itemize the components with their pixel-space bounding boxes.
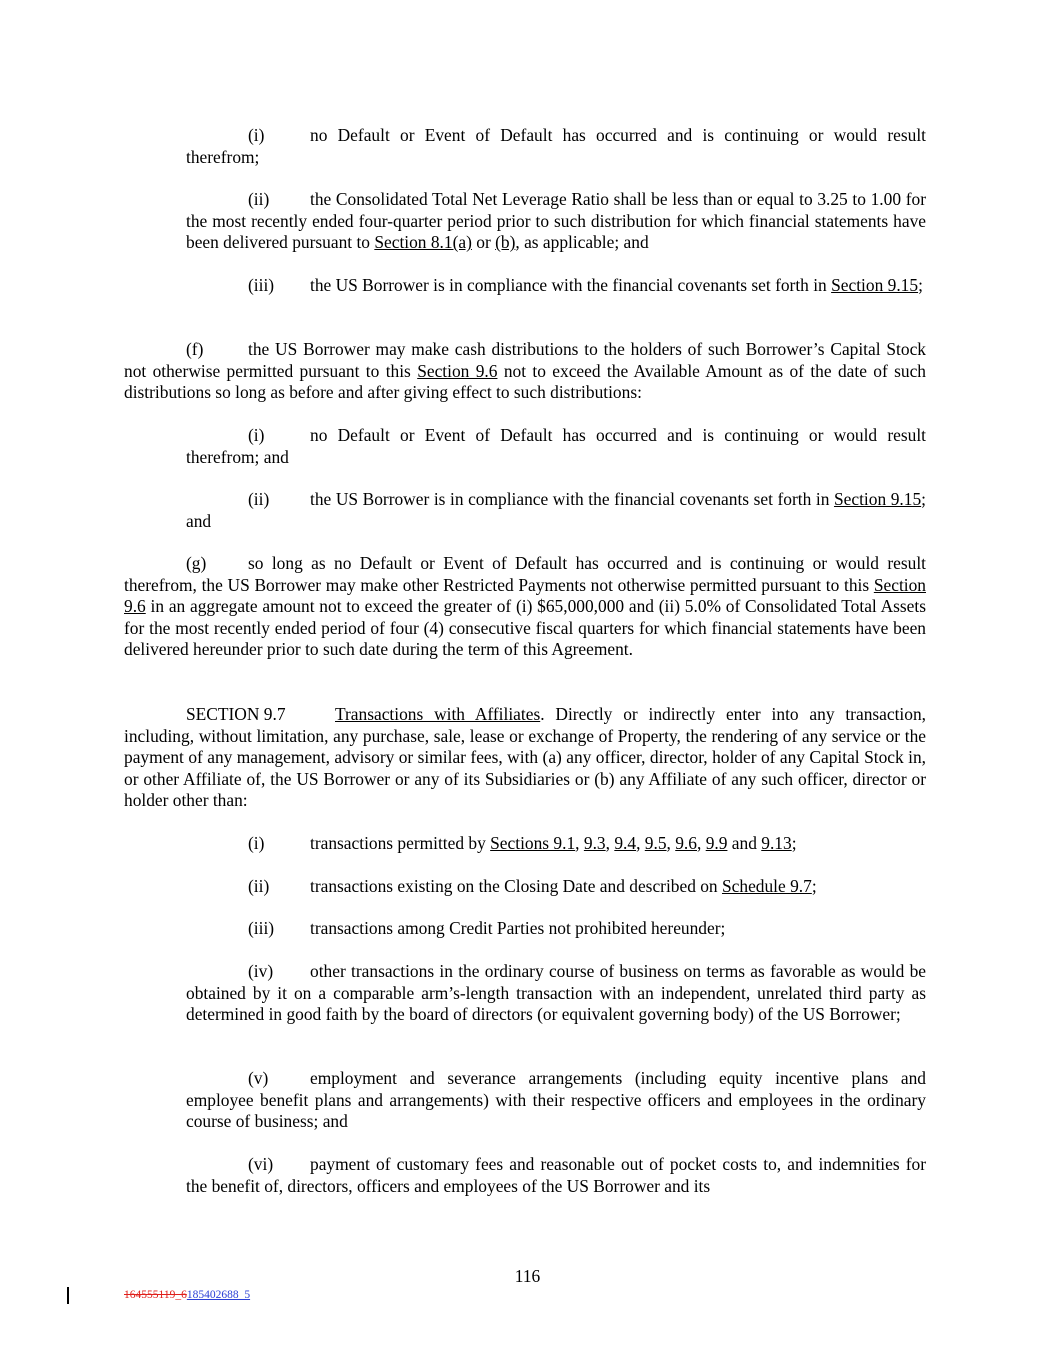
clause-text: the US Borrower may make cash distributions to the holders of such Borrower’s Capital Stock not otherwise permitted pursuant to this <box>124 339 926 381</box>
section-reference: 9.5 <box>644 833 667 853</box>
clause-label: (i) <box>248 125 265 145</box>
clause-e-iii <box>186 275 926 297</box>
clause-9-7-v <box>186 1068 926 1133</box>
clause-text: the US Borrower is in compliance with the financial covenants set forth in <box>310 489 834 509</box>
section-reference: Section 9.15 <box>831 275 919 295</box>
section-reference: Section 9.6 <box>417 360 498 381</box>
separator: and <box>727 833 762 853</box>
clause-label: (v) <box>248 1068 269 1088</box>
clause-9-7-iii <box>248 918 928 940</box>
clause-f-ii <box>186 489 926 532</box>
clause-text: , as applicable; and <box>515 232 649 253</box>
section-text: . Directly or indirectly enter into any transaction, including, without limitation, any purchase, sale, lease or exchange of Property, the rendering of any service or the payment of any management, advisory or similar fees, with (a) any officer, director, holder of any Capital Stock in, or other Affiliate of, the US Borrower or any of its Subsidiaries or (b) any Affiliate of any such officer, director or holder other than: <box>124 704 926 811</box>
section-9-7 <box>124 704 926 812</box>
clause-9-7-i <box>248 833 928 855</box>
section-reference: 9.4 <box>614 833 637 853</box>
clause-label: (i) <box>248 425 265 445</box>
clause-text: ; and <box>186 489 926 531</box>
clause-text: transactions permitted by <box>310 833 491 853</box>
schedule-reference: Schedule 9.7 <box>721 876 812 896</box>
document-id <box>124 1289 250 1301</box>
page-number: 116 <box>514 1266 541 1286</box>
clause-e-i <box>186 125 926 168</box>
clause-label: (iii) <box>248 275 275 295</box>
clause-f-i <box>186 425 926 468</box>
section-heading: Transactions with Affiliates <box>335 704 541 724</box>
clause-label: (ii) <box>248 489 270 509</box>
clause-label: (g) <box>186 553 207 573</box>
clause-9-7-vi <box>186 1154 926 1197</box>
section-reference: Sections 9.1 <box>490 833 576 853</box>
separator: , <box>666 833 676 853</box>
clause-text: employment and severance arrangements (including equity incentive plans and employee benefit plans and arrangements) with their respective officers and employees in the ordinary course of business; and <box>186 1068 926 1132</box>
clause-label: (iii) <box>248 918 275 938</box>
clause-e-ii <box>186 189 926 254</box>
section-reference: 9.9 <box>705 833 728 853</box>
separator: , <box>696 833 706 853</box>
clause-text: ; <box>918 275 923 295</box>
clause-text: so long as no Default or Event of Default has occurred and is continuing or would result therefrom, the US Borrower may make other Restricted Payments not otherwise permitted pursuant to this <box>124 553 926 595</box>
clause-label: (iv) <box>248 961 274 981</box>
clause-label: (f) <box>186 339 204 359</box>
clause-text: ; <box>811 876 817 896</box>
separator: , <box>575 833 584 853</box>
deleted-document-id: 164555119_6 <box>124 1289 187 1301</box>
clause-g <box>124 553 926 661</box>
clause-text: in an aggregate amount not to exceed the greater of (i) $65,000,000 and (ii) 5.0% of Consolidated Total Assets for the most recently ended period of four (4) consecutive fiscal quarters for which financial statements have been delivered hereunder prior to such date during the term of this Agreement. <box>124 596 926 660</box>
clause-text: payment of customary fees and reasonable out of pocket costs to, and indemnities for the benefit of, directors, officers and employees of the US Borrower and its <box>186 1154 926 1196</box>
inserted-document-id: 185402688_5 <box>186 1289 251 1301</box>
section-reference: (b) <box>495 232 516 253</box>
clause-9-7-iv <box>186 961 926 1026</box>
separator: ; <box>791 833 797 853</box>
clause-text: no Default or Event of Default has occurred and is continuing or would result therefrom; <box>186 125 926 167</box>
clause-9-7-ii <box>248 876 928 898</box>
section-reference: Section 9.15 <box>833 489 922 509</box>
clause-text: no Default or Event of Default has occurred and is continuing or would result therefrom; and <box>186 425 926 467</box>
separator: , <box>636 833 645 853</box>
clause-text: or <box>471 232 496 253</box>
section-reference: 9.3 <box>583 833 606 853</box>
section-reference: 9.6 <box>675 833 697 853</box>
section-reference: Section 9.6 <box>124 574 926 617</box>
clause-label: (vi) <box>248 1154 274 1174</box>
clause-text: the Consolidated Total Net Leverage Ratio shall be less than or equal to 3.25 to 1.00 for the most recently ended four-quarter period prior to such distribution for which financial statements have been delivered pursuant to <box>186 189 926 253</box>
clause-text: the US Borrower is in compliance with the financial covenants set forth in <box>310 275 832 295</box>
clause-text: transactions among Credit Parties not prohibited hereunder; <box>310 918 726 938</box>
clause-label: (ii) <box>248 189 270 209</box>
change-bar <box>67 1287 69 1304</box>
section-reference: 9.13 <box>761 833 792 853</box>
clause-text: not to exceed the Available Amount as of the date of such distributions so long as before and after giving effect to such distributions: <box>124 360 926 403</box>
clause-label: (i) <box>248 833 265 853</box>
clause-text: other transactions in the ordinary course of business on terms as favorable as would be obtained by it on a comparable arm’s-length transaction with an independent, unrelated third party as determined in good faith by the board of directors (or equivalent governing body) of the US Borrower; <box>186 961 926 1025</box>
separator: , <box>605 833 615 853</box>
section-label: SECTION 9.7 <box>186 704 286 724</box>
clause-f <box>124 339 926 404</box>
clause-text: transactions existing on the Closing Date and described on <box>310 876 722 896</box>
clause-label: (ii) <box>248 876 270 896</box>
section-reference: Section 8.1(a) <box>374 232 472 253</box>
